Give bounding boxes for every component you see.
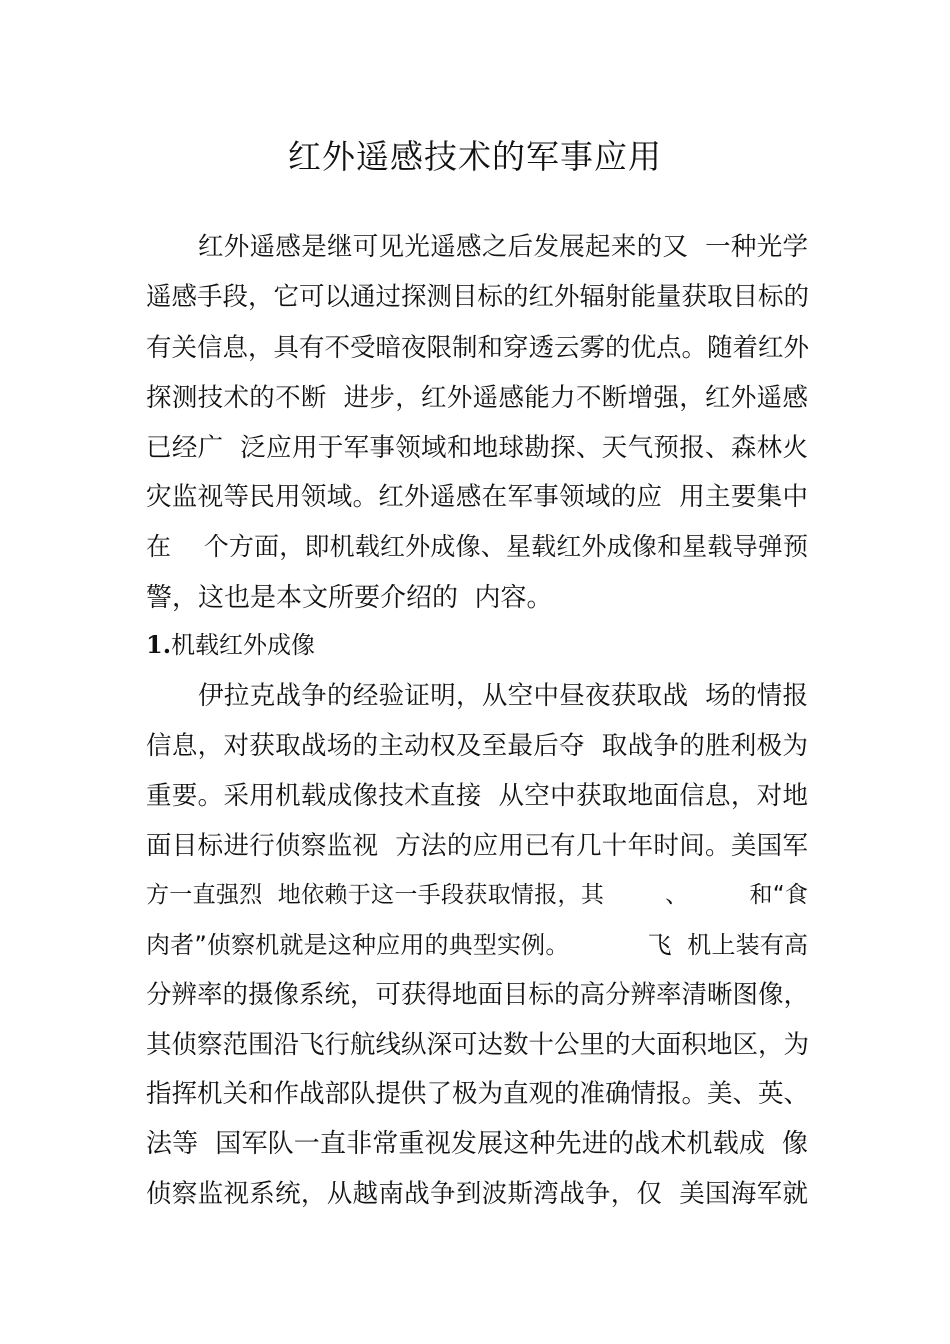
paragraph-line: 侦察监视系统，从越南战争到波斯湾战争，仅 美国海军就 <box>146 1179 808 1209</box>
paragraph-line: 肉者”侦察机就是这种应用的典型实例。 飞 机上装有高 <box>146 931 808 959</box>
paragraph-line: 分辨率的摄像系统，可获得地面目标的高分辨率清晰图像， <box>146 980 810 1010</box>
paragraph-line: 重要。采用机载成像技术直接 从空中获取地面信息，对地 <box>146 781 808 811</box>
section-number: 1. <box>146 630 172 659</box>
paragraph-line: 信息，对获取战场的主动权及至最后夺 取战争的胜利极为 <box>146 731 808 761</box>
section-heading <box>146 628 315 662</box>
paragraph-line: 灾监视等民用领域。红外遥感在军事领域的应 用主要集中 <box>146 482 808 512</box>
paragraph-line: 已经广 泛应用于军事领域和地球勘探、天气预报、森林火 <box>146 433 808 463</box>
paragraph-line: 指挥机关和作战部队提供了极为直观的准确情报。美、英、 <box>146 1079 810 1109</box>
paragraph-line: 方一直强烈 地依赖于这一手段获取情报，其 、 和“食 <box>146 882 808 908</box>
paragraph-line: 法等 国军队一直非常重视发展这种先进的战术机载成 像 <box>146 1129 808 1159</box>
paragraph-line: 在 个方面，即机载红外成像、星载红外成像和星载导弹预 <box>146 532 808 561</box>
document-title: 红外遥感技术的军事应用 <box>288 137 662 176</box>
section-title: 机载红外成像 <box>171 631 316 659</box>
paragraph-line: 其侦察范围沿飞行航线纵深可达数十公里的大面积地区，为 <box>146 1030 810 1060</box>
paragraph-line: 红外遥感是继可见光遥感之后发展起来的又 一种光学 <box>198 232 808 262</box>
paragraph-line: 有关信息，具有不受暗夜限制和穿透云雾的优点。随着红外 <box>146 333 810 363</box>
paragraph-line: 遥感手段，它可以通过探测目标的红外辐射能量获取目标的 <box>146 282 810 312</box>
paragraph-line: 伊拉克战争的经验证明，从空中昼夜获取战 场的情报 <box>198 681 808 711</box>
paragraph-line: 面目标进行侦察监视 方法的应用已有几十年时间。美国军 <box>146 831 808 861</box>
paragraph-line: 探测技术的不断 进步，红外遥感能力不断增强，红外遥感 <box>146 383 808 413</box>
paragraph-line: 警，这也是本文所要介绍的 内容。 <box>146 583 553 613</box>
